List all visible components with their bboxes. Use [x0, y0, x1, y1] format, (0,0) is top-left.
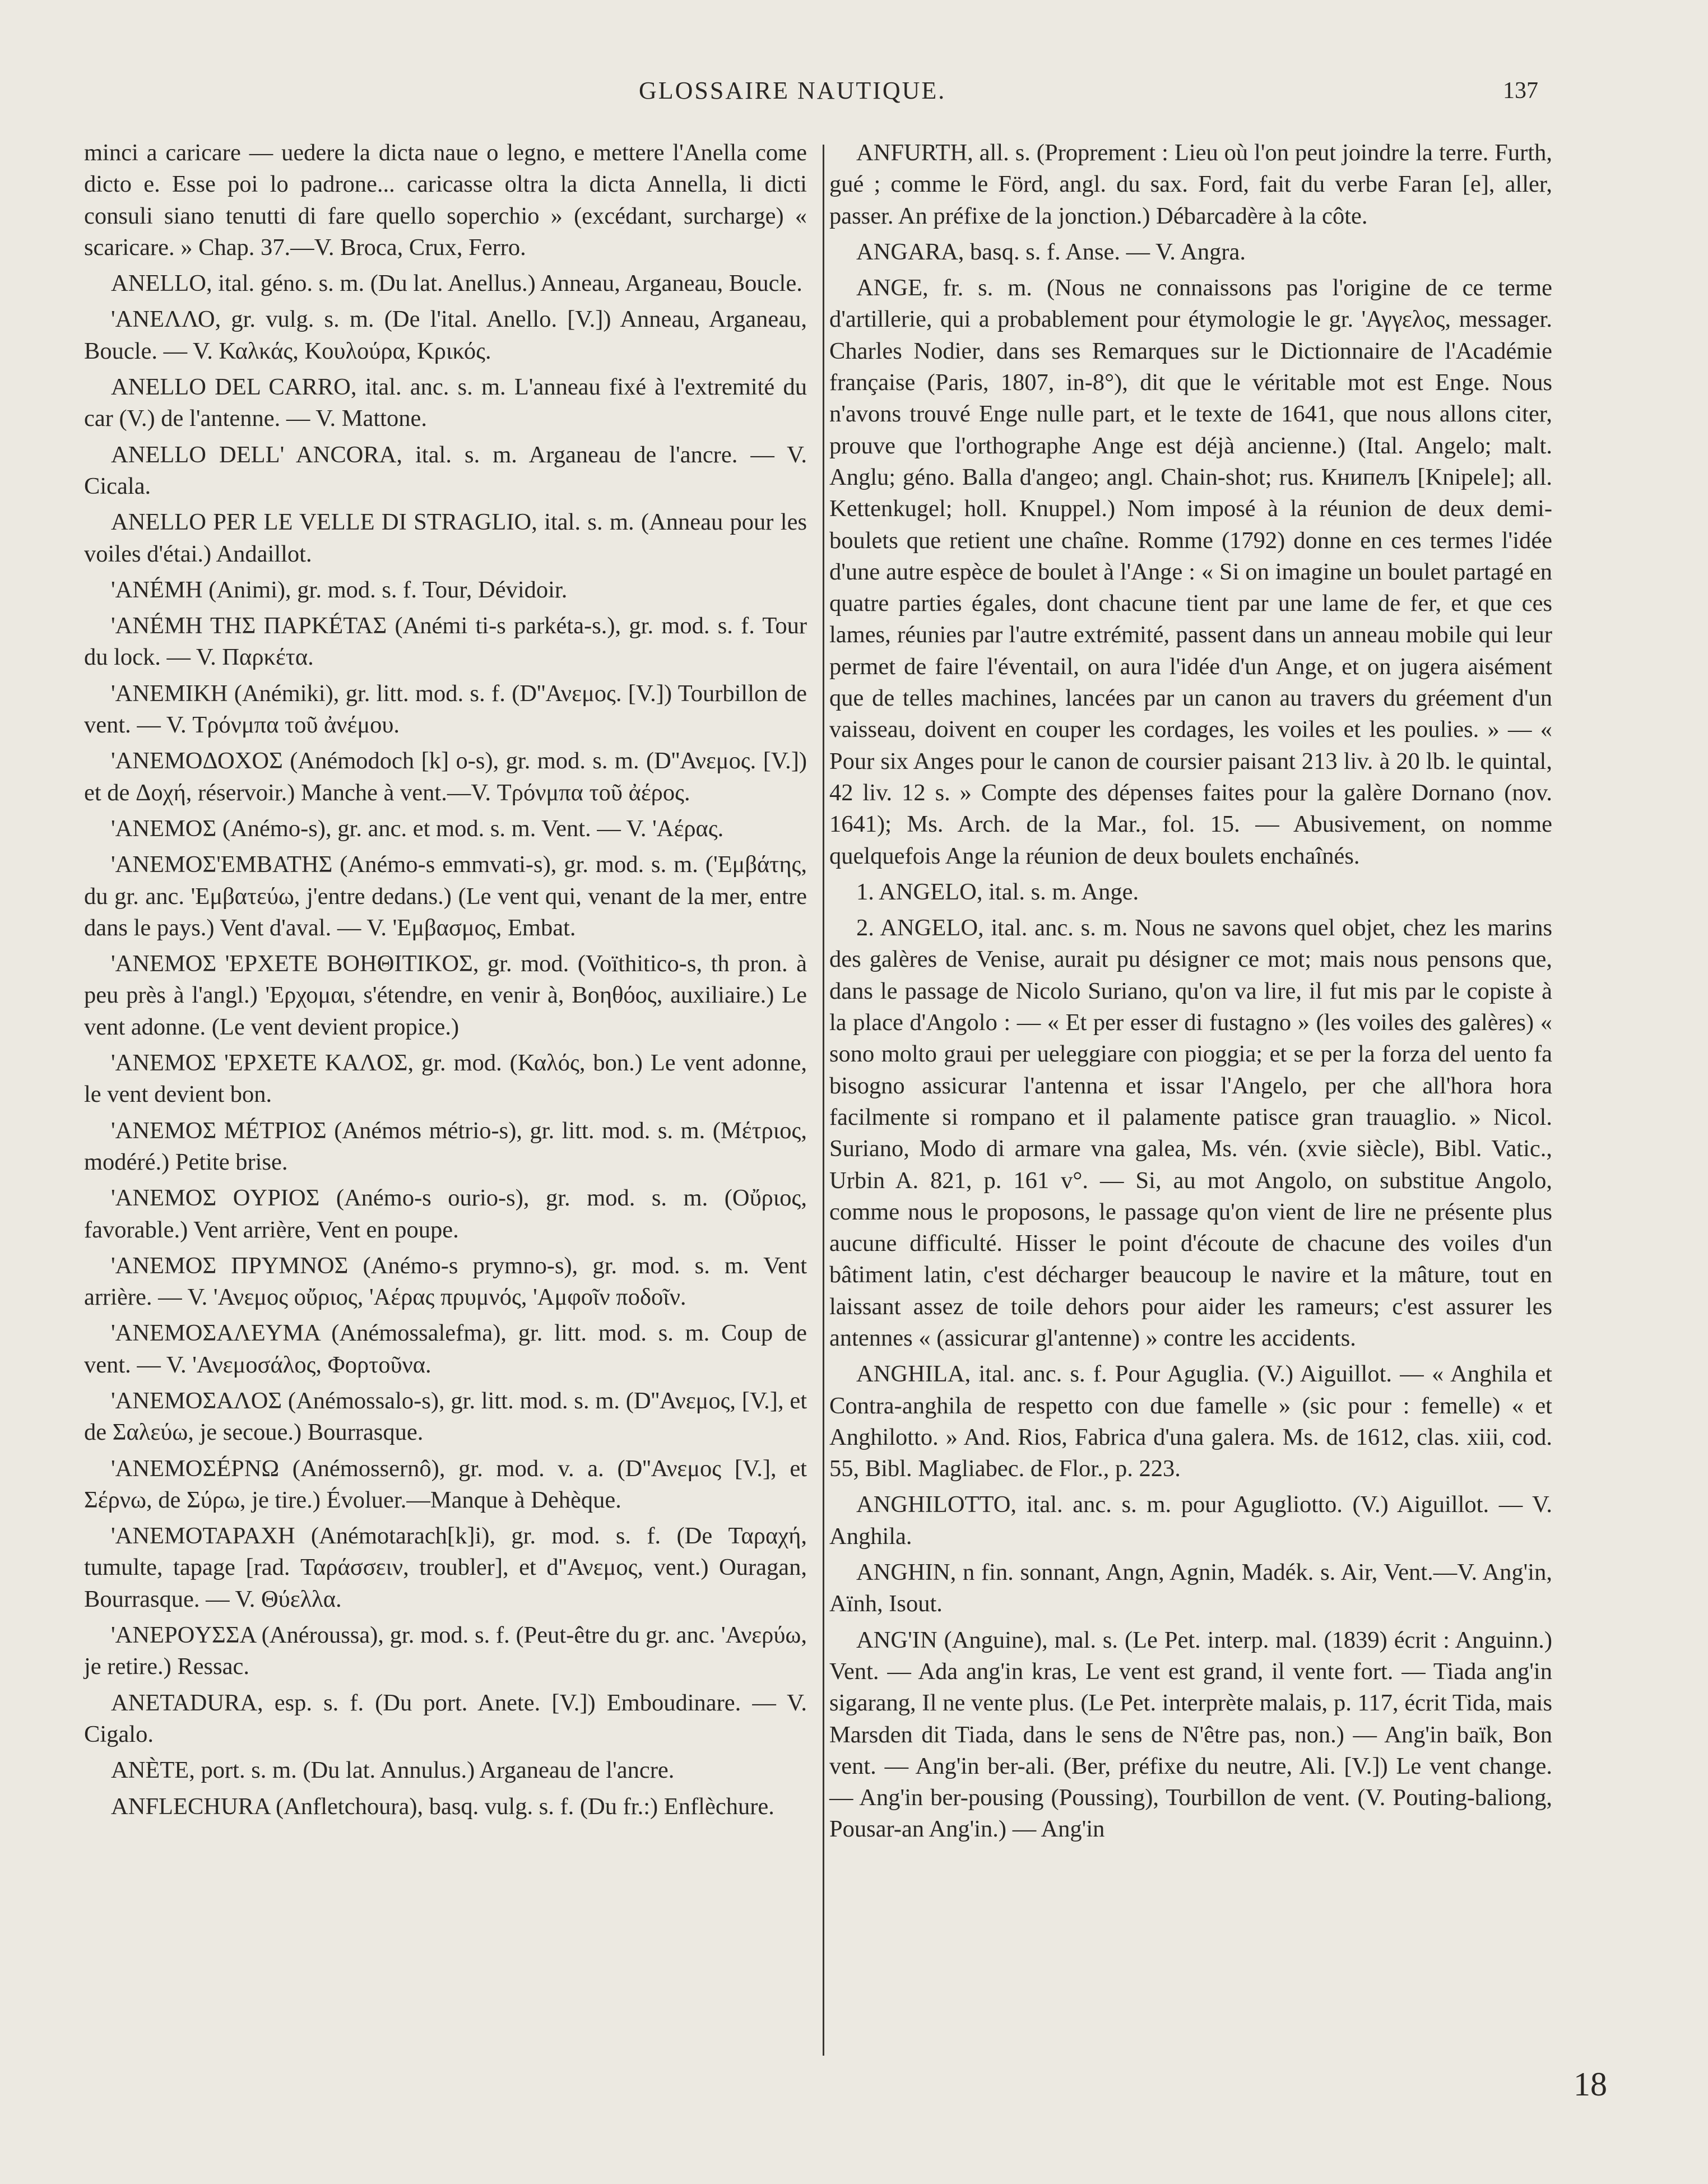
running-title: GLOSSAIRE NAUTIQUE. [639, 77, 946, 104]
glossary-entry: ANELLO DEL CARRO, ital. anc. s. m. L'anneau fixé à l'extremité du car (V.) de l'antenne. — V. Mattone. [84, 374, 807, 432]
glossary-entry: 'ANEΛΛΟ, gr. vulg. s. m. (De l'ital. Anello. [V.]) Anneau, Arganeau, Boucle. — V. Καλκάς, Κουλούρα, Κρικός. [84, 306, 807, 364]
glossary-entry: ANELLO, ital. géno. s. m. (Du lat. Anellus.) Anneau, Arganeau, Boucle. [111, 270, 802, 297]
glossary-entry: ANG'IN (Anguine), mal. s. (Le Pet. interp. mal. (1839) écrit : Anguinn.) Vent. — Ada ang'in kras, Le vent est grand, il vente fort. — Tiada ang'in sigarang, Il ne vente plus. (Le Pet. interprète malais, p. 117, écrit Tida, mais Marsden dit Tiada, dans le sens de N'être pas, non.) — Ang'in baïk, Bon vent. — Ang'in ber-ali. (Ber, préfixe du neutre, Ali. [V.]) Le vent change. — Ang'in ber-pousing (Poussing), Tourbillon de vent. (V. Pouting-baliong, Pousar-an Ang'in.) — Ang'in [829, 1626, 1552, 1843]
glossary-entry: ANFLECHURA (Anfletchoura), basq. vulg. s. f. (Du fr.:) Enflèchure. [111, 1793, 774, 1820]
glossary-entry: 'ANEMOTAPAXH (Anémotarach[k]i), gr. mod. s. f. (De Ταραχή, tumulte, tapage [rad. Ταράσσειν, troubler], et d''Ανεμος, vent.) Ouragan, Bourrasque. — V. Θύελλα. [84, 1523, 807, 1612]
glossary-entry: ANELLO DELL' ANCORA, ital. s. m. Arganeau de l'ancre. — V. Cicala. [84, 441, 807, 499]
glossary-entry: 1. ANGELO, ital. s. m. Ange. [856, 878, 1139, 905]
right-column [829, 137, 1552, 1850]
signature-mark: 18 [1574, 2066, 1607, 2103]
glossary-entry: ANFURTH, all. s. (Proprement : Lieu où l'on peut joindre la terre. Furth, gué ; comme le Förd, angl. du sax. Ford, fait du verbe Faran [e], aller, passer. An préfixe de la jonction.) Débarcadère à la côte. [829, 140, 1552, 229]
glossary-entry: 'ANEMOΣ ΠPYMNOΣ (Anémo-s prymno-s), gr. mod. s. m. Vent arrière. — V. 'Ανεμος οὔριος, 'Αέρας πρυμνός, 'Αμφοῖν ποδοῖν. [84, 1252, 807, 1311]
page-number: 137 [1503, 78, 1538, 104]
glossary-entry: 'ANEMOΣAΛOΣ (Anémossalo-s), gr. litt. mod. s. m. (D''Ανεμος, [V.], et de Σαλεύω, je secoue.) Bourrasque. [84, 1387, 807, 1446]
glossary-entry: ANGHILOTTO, ital. anc. s. m. pour Agugliotto. (V.) Aiguillot. — V. Anghila. [829, 1491, 1552, 1550]
glossary-entry: 'ANEMIKH (Anémiki), gr. litt. mod. s. f. (D''Ανεμος. [V.]) Tourbillon de vent. — V. Τρόνμπα τοῦ ἀνέμου. [84, 680, 807, 739]
glossary-entry: ANETADURA, esp. s. f. (Du port. Anete. [V.]) Emboudinare. — V. Cigalo. [84, 1689, 807, 1747]
glossary-entry: ANGE, fr. s. m. (Nous ne connaissons pas l'origine de ce terme d'artillerie, qui a probablement pour étymologie le gr. 'Αγγελος, messager. Charles Nodier, dans ses Remarques sur le Dictionnaire de l'Académie française (Paris, 1807, in-8°), dit que le véritable mot est Enge. Nous n'avons trouvé Enge nulle part, et le texte de 1641, que nous allons citer, prouve que l'orthographe Ange est déjà ancienne.) (Ital. Angelo; malt. Anglu; géno. Balla d'angeo; angl. Chain-shot; rus. Книпелъ [Knipele]; all. Kettenkugel; holl. Knuppel.) Nom imposé à la réunion de deux demi-boulets que retient une chaîne. Romme (1792) donne en ces termes l'idée d'une autre espèce de boulet à l'Ange : « Si on imagine un boulet partagé en quatre parties égales, dont chacune tient par une lame de fer, et que ces lames, réunies par l'autre extrémité, passent dans un anneau mobile qui leur permet de faire l'éventail, on aura l'idée d'un Ange, et on jugera aisément que de telles machines, lancées par un canon au travers du gréement d'un vaisseau, doivent en couper les cordages, les voiles et les poulies. » — « Pour six Anges pour le canon de coursier paisant 213 liv. à 20 lb. le quintal, 42 liv. 12 s. » Compte des dépenses faites pour la galère Dornano (nov. 1641); Ms. Arch. de la Mar., fol. 15. — Abusivement, on nomme quelquefois Ange la réunion de deux boulets enchaînés. [829, 275, 1552, 869]
glossary-entry: minci a caricare — uedere la dicta naue o legno, e mettere l'Anella come dicto e. Esse poi lo padrone... caricasse oltra la dicta Annella, li dicti consuli siano tenutti di fare quello soperchio » (excédant, surcharge) « scaricare. » Chap. 37.—V. Broca, Crux, Ferro. [84, 140, 807, 261]
glossary-entry: 'ANEMOΣ OYPIOΣ (Anémo-s ourio-s), gr. mod. s. m. (Οὔριος, favorable.) Vent arrière, Vent en poupe. [84, 1185, 807, 1243]
glossary-entry: 'ANEMOΣ'EMBATHΣ (Anémo-s emmvati-s), gr. mod. s. m. ('Εμβάτης, du gr. anc. 'Εμβατεύω, j'entre dedans.) (Le vent qui, venant de la mer, entre dans le pays.) Vent d'aval. — V. 'Εμβασμος, Embat. [84, 851, 807, 941]
glossary-entry: 2. ANGELO, ital. anc. s. m. Nous ne savons quel objet, chez les marins des galères de Venise, aurait pu désigner ce mot; mais nous pensons que, dans le passage de Nicolo Suriano, qu'on va lire, il fut mis par le copiste à la place d'Angolo : — « Et per esser di fustagno » (les voiles des galères) « sono molto graui per ueleggiare con pioggia; et se per la forza del uento fa bisogno assicurar l'antenna et issar l'Angelo, per che all'hora hora facilmente si rompano et il palamente patisce gran trauaglio. » Nicol. Suriano, Modo di armare vna galea, Ms. vén. (xvie siècle), Bibl. Vatic., Urbin A. 821, p. 161 v°. — Si, au mot Angolo, on substitue Angolo, comme nous le proposons, le passage qu'on vient de lire ne présente plus aucune difficulté. Hisser le point d'écoute de chacune des voiles d'un bâtiment latin, c'est décharger beaucoup le navire et la mâture, tout en laissant assez de toile dehors pour aider les rameurs; c'est assurer les antennes « (assicurar gl'antenne) » contre les accidents. [829, 915, 1552, 1351]
running-header [84, 76, 1586, 110]
glossary-entry: 'ANEPOYΣΣA (Anéroussa), gr. mod. s. f. (Peut-être du gr. anc. 'Ανερύω, je retire.) Ressac. [84, 1622, 807, 1680]
glossary-entry: ANELLO PER LE VELLE DI STRAGLIO, ital. s. m. (Anneau pour les voiles d'étai.) Andaillot. [84, 509, 807, 567]
glossary-entry: 'ANEMOΣ 'EPXETE KAΛOΣ, gr. mod. (Καλός, bon.) Le vent adonne, le vent devient bon. [84, 1050, 807, 1108]
glossary-entry: 'ANEMOΣ (Anémo-s), gr. anc. et mod. s. m. Vent. — V. 'Αέρας. [111, 815, 724, 842]
column-divider [823, 145, 824, 2056]
glossary-entry: 'ANEMOΣÉPNΩ (Anémossernô), gr. mod. v. a. (D''Ανεμος [V.], et Σέρνω, de Σύρω, je tire.) Évoluer.—Manque à Dehèque. [84, 1455, 807, 1513]
glossary-entry: 'ANEMOΣAΛEYMA (Anémossalefma), gr. litt. mod. s. m. Coup de vent. — V. 'Ανεμοσάλος, Φορτοῦνα. [84, 1320, 807, 1378]
glossary-entry: ANÈTE, port. s. m. (Du lat. Annulus.) Arganeau de l'ancre. [111, 1757, 675, 1784]
glossary-entry: ANGARA, basq. s. f. Anse. — V. Angra. [856, 238, 1246, 265]
glossary-entry: 'ANÉMH THΣ ΠΑΡΚÉΤΑΣ (Anémi ti-s parkéta-s.), gr. mod. s. f. Tour du lock. — V. Παρκέτα. [84, 613, 807, 671]
glossary-entry: 'ANEMOΔΟΧΟΣ (Anémodoch [k] o-s), gr. mod. s. m. (D''Ανεμος. [V.]) et de Δοχή, réservoir.) Manche à vent.—V. Τρόνμπα τοῦ ἀέρος. [84, 748, 807, 806]
glossary-entry: ANGHIN, n fin. sonnant, Angn, Agnin, Madék. s. Air, Vent.—V. Ang'in, Aïnh, Isout. [829, 1559, 1552, 1617]
glossary-entry: 'ANEMOΣ MÉTPIOΣ (Anémos métrio-s), gr. litt. mod. s. m. (Μέτριος, modéré.) Petite brise. [84, 1117, 807, 1175]
glossary-entry: ANGHILA, ital. anc. s. f. Pour Aguglia. (V.) Aiguillot. — « Anghila et Contra-anghila de respetto con due famelle » (sic pour : femelle) « et Anghilotto. » And. Rios, Fabrica d'una galera. Ms. de 1612, clas. xiii, cod. 55, Bibl. Magliabec. de Flor., p. 223. [829, 1361, 1552, 1482]
glossary-entry: 'ANÉMH (Animi), gr. mod. s. f. Tour, Dévidoir. [111, 576, 568, 603]
glossary-entry: 'ANEMOΣ 'EPXETE BOHΘITIKOΣ, gr. mod. (Voïthitico-s, th pron. à peu près à l'angl.) 'Ερχομαι, s'étendre, en venir à, Βοηθόος, auxiliaire.) Le vent adonne. (Le vent devient propice.) [84, 950, 807, 1040]
left-column [84, 137, 807, 1827]
